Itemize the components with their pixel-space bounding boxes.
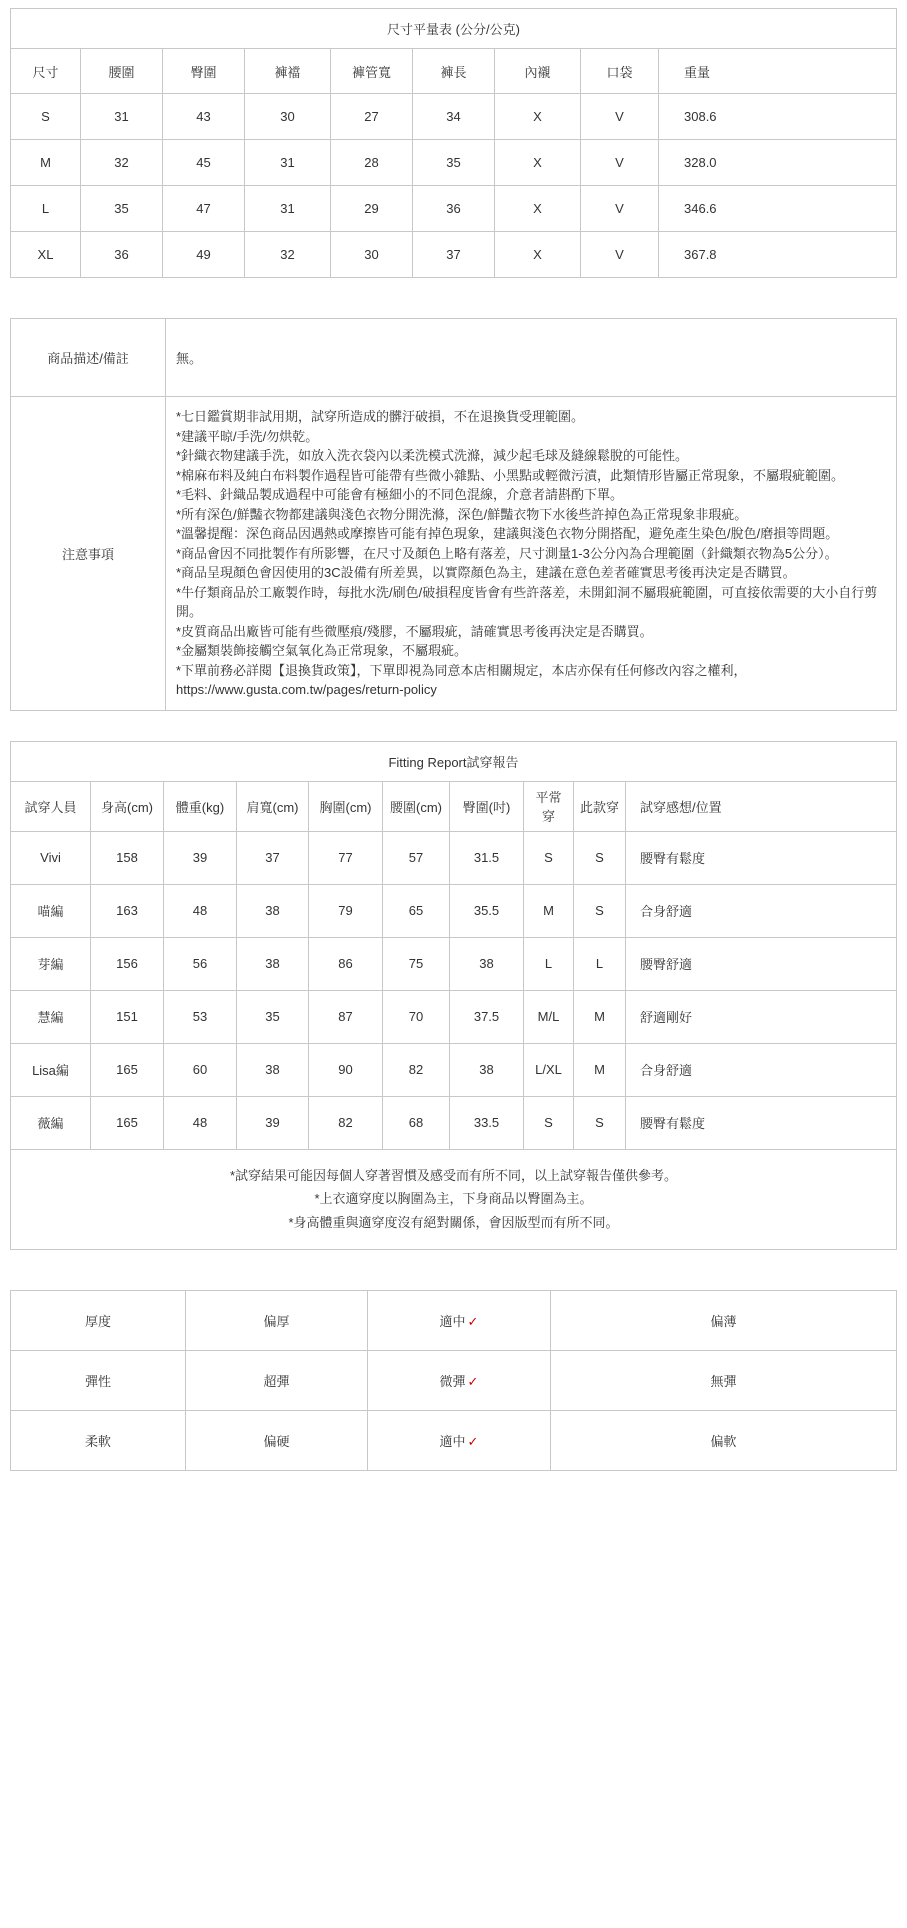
fitting-cell: M bbox=[574, 990, 626, 1043]
size-cell: 32 bbox=[81, 140, 163, 186]
attribute-option-label: 無彈 bbox=[710, 1373, 737, 1389]
col-header-weight: 重量 bbox=[659, 49, 897, 94]
fitting-table-title: Fitting Report試穿報告 bbox=[11, 741, 897, 781]
fitting-cell: 151 bbox=[91, 990, 164, 1043]
fitting-row-hui bbox=[11, 990, 897, 1043]
notice-line: *金屬類裝飾接觸空氣氧化為正常現象，不屬瑕疵。 bbox=[176, 643, 468, 658]
col-header-weight: 體重(kg) bbox=[164, 781, 237, 831]
size-cell: 47 bbox=[163, 186, 245, 232]
notice-line: *棉麻布料及純白布料製作過程皆可能帶有些微小雜點、小黑點或輕微污漬，此類情形皆屬正常現象，不屬瑕疵範圍。 bbox=[176, 467, 845, 483]
attribute-option-selected bbox=[368, 1290, 551, 1350]
fitting-cell: 90 bbox=[309, 1043, 383, 1096]
fitting-cell-feeling: 合身舒適 bbox=[626, 1043, 897, 1096]
fitting-cell: 38 bbox=[237, 937, 309, 990]
fitting-cell: M bbox=[524, 884, 574, 937]
notice-line: *皮質商品出廠皆可能有些微壓痕/殘膠，不屬瑕疵，請確實思考後再決定是否購買。 bbox=[176, 623, 653, 639]
size-cell: XL bbox=[11, 232, 81, 278]
fitting-cell: M/L bbox=[524, 990, 574, 1043]
fitting-report-table bbox=[10, 741, 897, 1250]
attribute-row-thickness bbox=[11, 1290, 897, 1350]
col-header-tester: 試穿人員 bbox=[11, 781, 91, 831]
size-cell: S bbox=[11, 94, 81, 140]
fitting-cell: L/XL bbox=[524, 1043, 574, 1096]
size-table-title: 尺寸平量表 (公分/公克) bbox=[11, 9, 897, 49]
attribute-option-label: 偏厚 bbox=[263, 1313, 290, 1329]
notice-line: *七日鑑賞期非試用期，試穿所造成的髒汙破損，不在退換貨受理範圍。 bbox=[176, 409, 585, 424]
fitting-note-line: *試穿結果可能因每個人穿著習慣及感受而有所不同，以上試穿報告僅供參考。 bbox=[229, 1167, 678, 1183]
fitting-cell: 87 bbox=[309, 990, 383, 1043]
fitting-cell: 38 bbox=[237, 1043, 309, 1096]
fitting-cell-feeling: 舒適剛好 bbox=[626, 990, 897, 1043]
attribute-label: 柔軟 bbox=[11, 1410, 186, 1470]
size-cell: 30 bbox=[331, 232, 413, 278]
size-row-m bbox=[11, 140, 897, 186]
fitting-cell: 165 bbox=[91, 1043, 164, 1096]
description-row bbox=[11, 319, 897, 397]
attribute-row-softness bbox=[11, 1410, 897, 1470]
attribute-row-elasticity bbox=[11, 1350, 897, 1410]
fitting-cell: 82 bbox=[383, 1043, 450, 1096]
size-cell: V bbox=[581, 232, 659, 278]
fitting-cell: 163 bbox=[91, 884, 164, 937]
fitting-cell: 156 bbox=[91, 937, 164, 990]
fitting-cell: L bbox=[574, 937, 626, 990]
fitting-row-miao bbox=[11, 884, 897, 937]
size-cell-weight: 346.6 bbox=[659, 186, 897, 232]
notice-line: *建議平晾/手洗/勿烘乾。 bbox=[176, 428, 319, 444]
fitting-cell: 39 bbox=[164, 831, 237, 884]
size-cell: 43 bbox=[163, 94, 245, 140]
fitting-row-wei bbox=[11, 1096, 897, 1149]
attribute-option-label: 適中 bbox=[439, 1433, 466, 1449]
attribute-option-selected bbox=[368, 1350, 551, 1410]
notice-line: *溫馨提醒：深色商品因遇熱或摩擦皆可能有掉色現象，建議與淺色衣物分開搭配，避免產生染色/脫色/磨損等問題。 bbox=[176, 526, 839, 541]
description-notice-table bbox=[10, 318, 897, 711]
fitting-cell: 37 bbox=[237, 831, 309, 884]
fitting-cell: 75 bbox=[383, 937, 450, 990]
fitting-cell: S bbox=[524, 831, 574, 884]
size-cell: X bbox=[495, 94, 581, 140]
fitting-cell: S bbox=[574, 1096, 626, 1149]
check-mark-icon: ✓ bbox=[467, 1433, 479, 1449]
fitting-cell: Lisa編 bbox=[11, 1043, 91, 1096]
notice-line: *針織衣物建議手洗，如放入洗衣袋內以柔洗模式洗滌，減少起毛球及縫線鬆脫的可能性。 bbox=[176, 448, 689, 463]
fitting-cell: S bbox=[574, 884, 626, 937]
notice-line: *牛仔類商品於工廠製作時，每批水洗/刷色/破損程度皆會有些許落差，未開釦洞不屬瑕疵範圍，可直接依需要的大小自行剪開。 bbox=[176, 584, 878, 619]
notice-row bbox=[11, 397, 897, 711]
fitting-cell: 慧編 bbox=[11, 990, 91, 1043]
col-header-shoulder: 肩寬(cm) bbox=[237, 781, 309, 831]
size-cell: X bbox=[495, 232, 581, 278]
notice-content bbox=[166, 397, 897, 711]
attribute-option-label: 超彈 bbox=[263, 1373, 290, 1389]
attribute-option-label: 偏硬 bbox=[263, 1433, 290, 1449]
fitting-cell: 芽編 bbox=[11, 937, 91, 990]
attribute-option bbox=[551, 1290, 897, 1350]
attribute-option bbox=[551, 1350, 897, 1410]
fitting-cell: 48 bbox=[164, 1096, 237, 1149]
col-header-usual-size: 平常穿 bbox=[524, 781, 574, 831]
notice-line: *商品呈現顏色會因使用的3C設備有所差異，以實際顏色為主，建議在意色差者確實思考後再決定是否購買。 bbox=[176, 565, 796, 580]
col-header-leg-opening: 褲管寬 bbox=[331, 49, 413, 94]
attribute-label: 彈性 bbox=[11, 1350, 186, 1410]
attribute-option bbox=[186, 1410, 368, 1470]
attribute-option-label: 偏軟 bbox=[710, 1433, 737, 1449]
fitting-row-lisa bbox=[11, 1043, 897, 1096]
size-cell: 45 bbox=[163, 140, 245, 186]
fitting-note-line: *身高體重與適穿度沒有絕對關係，會因版型而有所不同。 bbox=[288, 1214, 619, 1230]
col-header-size: 尺寸 bbox=[11, 49, 81, 94]
description-label: 商品描述/備註 bbox=[11, 319, 166, 397]
fitting-cell: 158 bbox=[91, 831, 164, 884]
attribute-option-label: 偏薄 bbox=[710, 1313, 737, 1329]
description-content: 無。 bbox=[166, 319, 897, 397]
notice-label: 注意事項 bbox=[11, 397, 166, 711]
check-mark-icon: ✓ bbox=[467, 1313, 479, 1329]
fitting-cell: 68 bbox=[383, 1096, 450, 1149]
attribute-option-label: 微彈 bbox=[439, 1373, 466, 1389]
size-cell: X bbox=[495, 140, 581, 186]
fitting-cell: 35 bbox=[237, 990, 309, 1043]
size-cell: 31 bbox=[245, 140, 331, 186]
size-cell: 30 bbox=[245, 94, 331, 140]
size-cell: M bbox=[11, 140, 81, 186]
size-row-xl bbox=[11, 232, 897, 278]
fitting-table-header-row bbox=[11, 781, 897, 831]
size-cell: 35 bbox=[413, 140, 495, 186]
fitting-notes-row bbox=[11, 1149, 897, 1249]
fitting-cell: 60 bbox=[164, 1043, 237, 1096]
fitting-cell: 65 bbox=[383, 884, 450, 937]
size-cell: 29 bbox=[331, 186, 413, 232]
fitting-cell: 48 bbox=[164, 884, 237, 937]
fitting-cell: 39 bbox=[237, 1096, 309, 1149]
col-header-waist: 腰圍 bbox=[81, 49, 163, 94]
col-header-lining: 內襯 bbox=[495, 49, 581, 94]
size-cell: X bbox=[495, 186, 581, 232]
attribute-option-selected bbox=[368, 1410, 551, 1470]
attributes-table bbox=[10, 1290, 897, 1471]
fitting-cell: 70 bbox=[383, 990, 450, 1043]
fitting-row-vivi bbox=[11, 831, 897, 884]
fitting-cell: 77 bbox=[309, 831, 383, 884]
size-cell: 36 bbox=[413, 186, 495, 232]
col-header-pocket: 口袋 bbox=[581, 49, 659, 94]
fitting-cell: 37.5 bbox=[450, 990, 524, 1043]
fitting-cell: S bbox=[574, 831, 626, 884]
fitting-cell: M bbox=[574, 1043, 626, 1096]
notice-line-return-policy: *下單前務必詳閱【退換貨政策】，下單即視為同意本店相關規定，本店亦保有任何修改內容之權利，https://www.gusta.com.tw/pages/return-policy bbox=[176, 662, 747, 697]
size-row-s bbox=[11, 94, 897, 140]
attribute-option bbox=[186, 1290, 368, 1350]
size-chart-table bbox=[10, 8, 897, 278]
fitting-cell: 82 bbox=[309, 1096, 383, 1149]
fitting-cell-feeling: 腰臀舒適 bbox=[626, 937, 897, 990]
fitting-cell: 38 bbox=[450, 1043, 524, 1096]
size-cell: 32 bbox=[245, 232, 331, 278]
size-cell: 28 bbox=[331, 140, 413, 186]
size-row-l bbox=[11, 186, 897, 232]
notice-line: *商品會因不同批製作有所影響，在尺寸及顏色上略有落差，尺寸測量1-3公分內為合理範圍（針織類衣物為5公分）。 bbox=[176, 545, 838, 561]
col-header-crotch: 褲襠 bbox=[245, 49, 331, 94]
size-table-title-row bbox=[11, 9, 897, 49]
notice-line: *所有深色/鮮豔衣物都建議與淺色衣物分開洗滌，深色/鮮豔衣物下水後些許掉色為正常現象非瑕疵。 bbox=[176, 506, 748, 522]
fitting-cell: 79 bbox=[309, 884, 383, 937]
fitting-cell-feeling: 合身舒適 bbox=[626, 884, 897, 937]
fitting-cell: 53 bbox=[164, 990, 237, 1043]
col-header-feeling: 試穿感想/位置 bbox=[626, 781, 897, 831]
size-cell-weight: 308.6 bbox=[659, 94, 897, 140]
size-cell: 31 bbox=[245, 186, 331, 232]
size-cell-weight: 328.0 bbox=[659, 140, 897, 186]
fitting-table-title-row bbox=[11, 741, 897, 781]
fitting-note-line: *上衣適穿度以胸圍為主，下身商品以臀圍為主。 bbox=[314, 1191, 593, 1207]
size-cell: V bbox=[581, 94, 659, 140]
size-cell: 31 bbox=[81, 94, 163, 140]
check-mark-icon: ✓ bbox=[467, 1373, 479, 1389]
attribute-option bbox=[551, 1410, 897, 1470]
fitting-cell-feeling: 腰臀有鬆度 bbox=[626, 1096, 897, 1149]
size-cell: 34 bbox=[413, 94, 495, 140]
col-header-chest: 胸圍(cm) bbox=[309, 781, 383, 831]
attribute-label: 厚度 bbox=[11, 1290, 186, 1350]
notice-line: *毛料、針織品製成過程中可能會有極細小的不同色混線，介意者請斟酌下單。 bbox=[176, 487, 624, 502]
fitting-cell: 31.5 bbox=[450, 831, 524, 884]
col-header-hip: 臀圍 bbox=[163, 49, 245, 94]
fitting-cell: 38 bbox=[450, 937, 524, 990]
col-header-height: 身高(cm) bbox=[91, 781, 164, 831]
size-cell: V bbox=[581, 186, 659, 232]
size-cell: 36 bbox=[81, 232, 163, 278]
fitting-cell: L bbox=[524, 937, 574, 990]
col-header-waist: 腰圍(cm) bbox=[383, 781, 450, 831]
fitting-cell: 165 bbox=[91, 1096, 164, 1149]
fitting-cell: 56 bbox=[164, 937, 237, 990]
fitting-cell: 33.5 bbox=[450, 1096, 524, 1149]
size-cell: 37 bbox=[413, 232, 495, 278]
col-header-pants-length: 褲長 bbox=[413, 49, 495, 94]
fitting-cell: Vivi bbox=[11, 831, 91, 884]
size-cell: V bbox=[581, 140, 659, 186]
attribute-option-label: 適中 bbox=[439, 1313, 466, 1329]
attribute-option bbox=[186, 1350, 368, 1410]
size-cell: 35 bbox=[81, 186, 163, 232]
fitting-cell: 35.5 bbox=[450, 884, 524, 937]
fitting-cell: 喵編 bbox=[11, 884, 91, 937]
fitting-cell: 38 bbox=[237, 884, 309, 937]
fitting-cell-feeling: 腰臀有鬆度 bbox=[626, 831, 897, 884]
fitting-row-ya bbox=[11, 937, 897, 990]
size-cell: L bbox=[11, 186, 81, 232]
size-cell-weight: 367.8 bbox=[659, 232, 897, 278]
fitting-cell: 57 bbox=[383, 831, 450, 884]
fitting-notes bbox=[11, 1149, 897, 1249]
size-cell: 27 bbox=[331, 94, 413, 140]
size-cell: 49 bbox=[163, 232, 245, 278]
size-table-header-row bbox=[11, 49, 897, 94]
fitting-cell: 薇編 bbox=[11, 1096, 91, 1149]
fitting-cell: 86 bbox=[309, 937, 383, 990]
col-header-hip: 臀圍(吋) bbox=[450, 781, 524, 831]
col-header-this-size: 此款穿 bbox=[574, 781, 626, 831]
fitting-cell: S bbox=[524, 1096, 574, 1149]
